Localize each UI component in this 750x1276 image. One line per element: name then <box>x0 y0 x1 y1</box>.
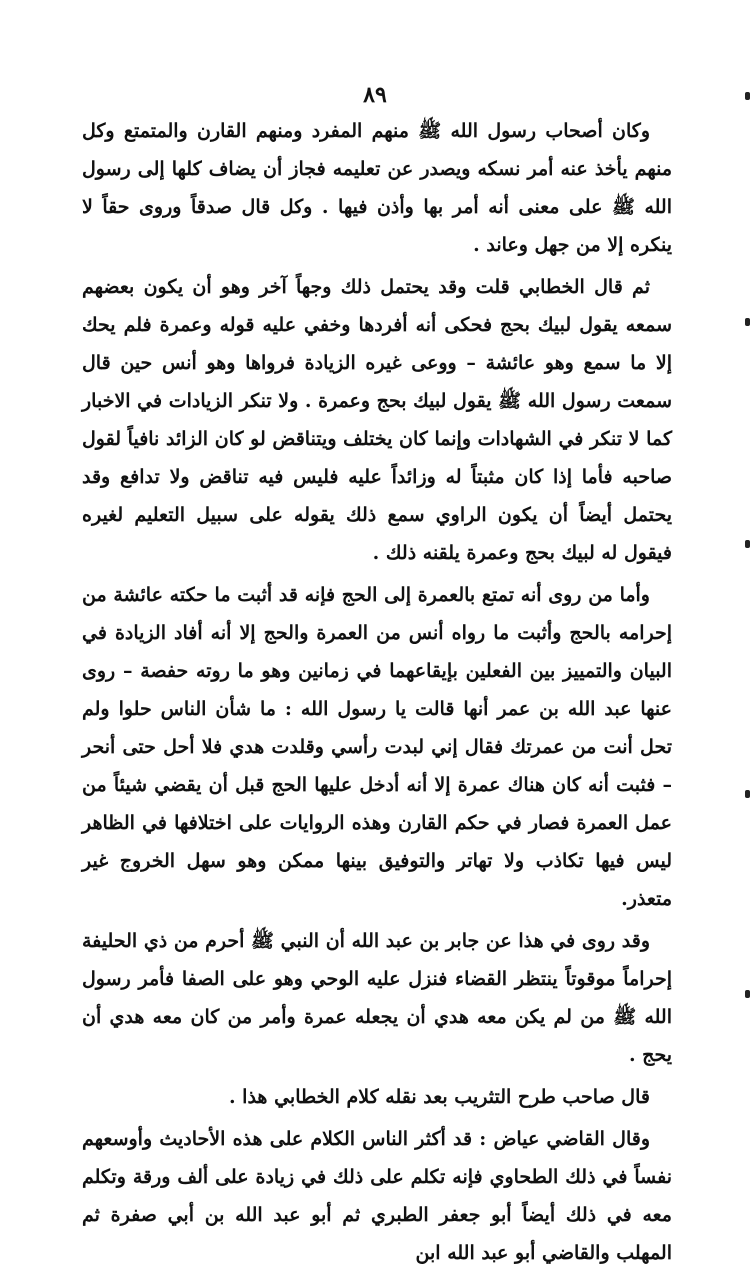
scan-edge-mark <box>745 990 750 998</box>
scan-edge-mark <box>745 318 750 326</box>
scan-edge-mark <box>745 790 750 798</box>
page-number: ٨٩ <box>363 82 387 108</box>
paragraph: وقد روى في هذا عن جابر بن عبد الله أن النبي ﷺ أحرم من ذي الحليفة إحراماً موقوتاً ينتظر القضاء فنزل عليه الوحي وهو على الصفا فأمر رسول الله ﷺ من لم يكن معه هدي أن يجعله عمرة وأمر من كان معه هدي أن يحج . <box>82 930 672 1066</box>
paragraph: قال صاحب طرح التثريب بعد نقله كلام الخطابي هذا . <box>228 1086 650 1108</box>
paragraph: وكان أصحاب رسول الله ﷺ منهم المفرد ومنهم القارن والمتمتع وكل منهم يأخذ عنه أمر نسكه ويصدر عن تعليمه فجاز أن يضاف كلها إلى رسول الله ﷺ على معنى أنه أمر بها وأذن فيها . وكل قال صدقاً وروى حقاً لا ينكره إلا من جهل وعاند . <box>82 120 672 256</box>
paragraph: ثم قال الخطابي قلت وقد يحتمل ذلك وجهاً آخر وهو أن يكون بعضهم سمعه يقول لبيك بحج فحكى أنه أفردها وخفي عليه قوله وعمرة فلم يحك إلا ما سمع وهو عائشة – ووعى غيره الزيادة فرواها وهو أنس حين قال سمعت رسول الله ﷺ يقول لبيك بحج وعمرة . ولا تنكر الزيادات في الاخبار كما لا تنكر في الشهادات وإنما كان يختلف ويتناقض لو كان الزائد نافياً لقول صاحبه فأما إذا كان مثبتاً له وزائداً عليه فليس فيه تناقض ولا تدافع وقد يحتمل أيضاً أن يكون الراوي سمع ذلك يقوله على سبيل التعليم لغيره فيقول له لبيك بحج وعمرة يلقنه ذلك . <box>82 276 672 564</box>
paragraph: وأما من روى أنه تمتع بالعمرة إلى الحج فإنه قد أثبت ما حكته عائشة من إحرامه بالحج وأثبت ما رواه أنس من العمرة والحج إلا أنه أفاد الزيادة في البيان والتمييز بين الفعلين بإيقاعهما في زمانين وهو ما روته حفصة – روى عنها عبد الله بن عمر أنها قالت يا رسول الله : ما شأن الناس حلوا ولم تحل أنت من عمرتك فقال إني لبدت رأسي وقلدت هدي فلا أحل حتى أنحر – فثبت أنه كان هناك عمرة إلا أنه أدخل عليها الحج قبل أن يقضي شيئاً من عمل العمرة فصار في حكم القارن وهذه الروايات على اختلافها في الظاهر ليس فيها تكاذب ولا تهاتر والتوفيق بينها ممكن وهو سهل الخروج غير متعذر. <box>82 584 672 910</box>
paragraph: وقال القاضي عياض : قد أكثر الناس الكلام على هذه الأحاديث وأوسعهم نفساً في ذلك الطحاوي فإنه تكلم على ذلك في زيادة على ألف ورقة وتكلم معه في ذلك أيضاً أبو جعفر الطبري ثم أبو عبد الله بن أبي صفرة ثم المهلب والقاضي أبو عبد الله ابن <box>82 1128 672 1264</box>
scan-edge-mark <box>745 92 750 100</box>
scan-edge-mark <box>745 540 750 548</box>
body-text <box>82 112 672 1276</box>
